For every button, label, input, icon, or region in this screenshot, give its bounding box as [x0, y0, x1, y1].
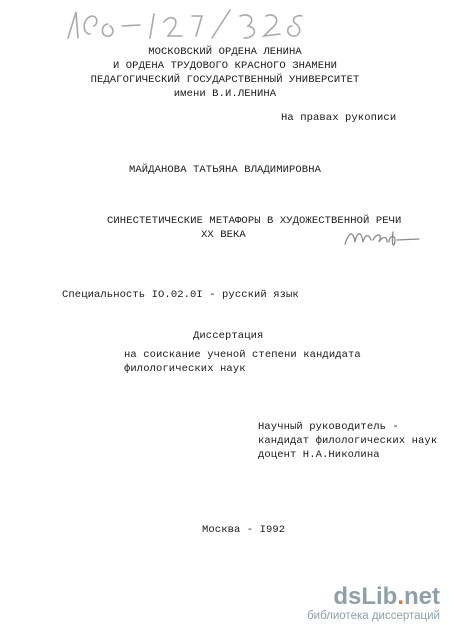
university-name-line-1: МОСКОВСКИЙ ОРДЕНА ЛЕНИНА: [148, 46, 302, 58]
author-name: МАЙДАНОВА ТАТЬЯНА ВЛАДИМИРОВНА: [128, 164, 322, 176]
watermark-subtitle: библиотека диссертаций: [307, 610, 440, 622]
university-name-line-3: ПЕДАГОГИЧЕСКИЙ ГОСУДАРСТВЕННЫЙ УНИВЕРСИТЕТ: [90, 74, 360, 86]
degree-line-2: филологических наук: [124, 363, 246, 375]
university-name-line-2: И ОРДЕНА ТРУДОВОГО КРАСНОГО ЗНАМЕНИ: [112, 60, 338, 72]
title-line-1: СИНЕСТЕТИЧЕСКИЕ МЕТАФОРЫ В ХУДОЖЕСТВЕННОЙ РЕЧИ: [107, 215, 402, 227]
supervisor-line-1: Научный руководитель -: [258, 421, 399, 433]
handwritten-signature: [343, 222, 421, 252]
supervisor-line-3: доцент Н.А.Николина: [258, 449, 380, 461]
title-line-2: XX ВЕКА: [201, 229, 246, 241]
watermark-brand-dot: .: [397, 583, 404, 610]
watermark-brand-left: dsLib: [333, 583, 398, 610]
handwritten-archive-mark: [60, 4, 330, 46]
place-and-year: Москва - I992: [202, 524, 286, 536]
watermark-logo: [307, 585, 440, 623]
specialty: Специальность IO.02.0I - русский язык: [62, 289, 299, 301]
university-name-line-4: имени В.И.ЛЕНИНА: [173, 88, 277, 100]
watermark-brand-right: net: [404, 583, 440, 610]
rights-note: На правах рукописи: [281, 112, 397, 124]
dissertation-label: Диссертация: [193, 330, 264, 342]
degree-line-1: на соискание ученой степени кандидата: [124, 349, 361, 361]
supervisor-line-2: кандидат филологических наук: [258, 435, 438, 447]
